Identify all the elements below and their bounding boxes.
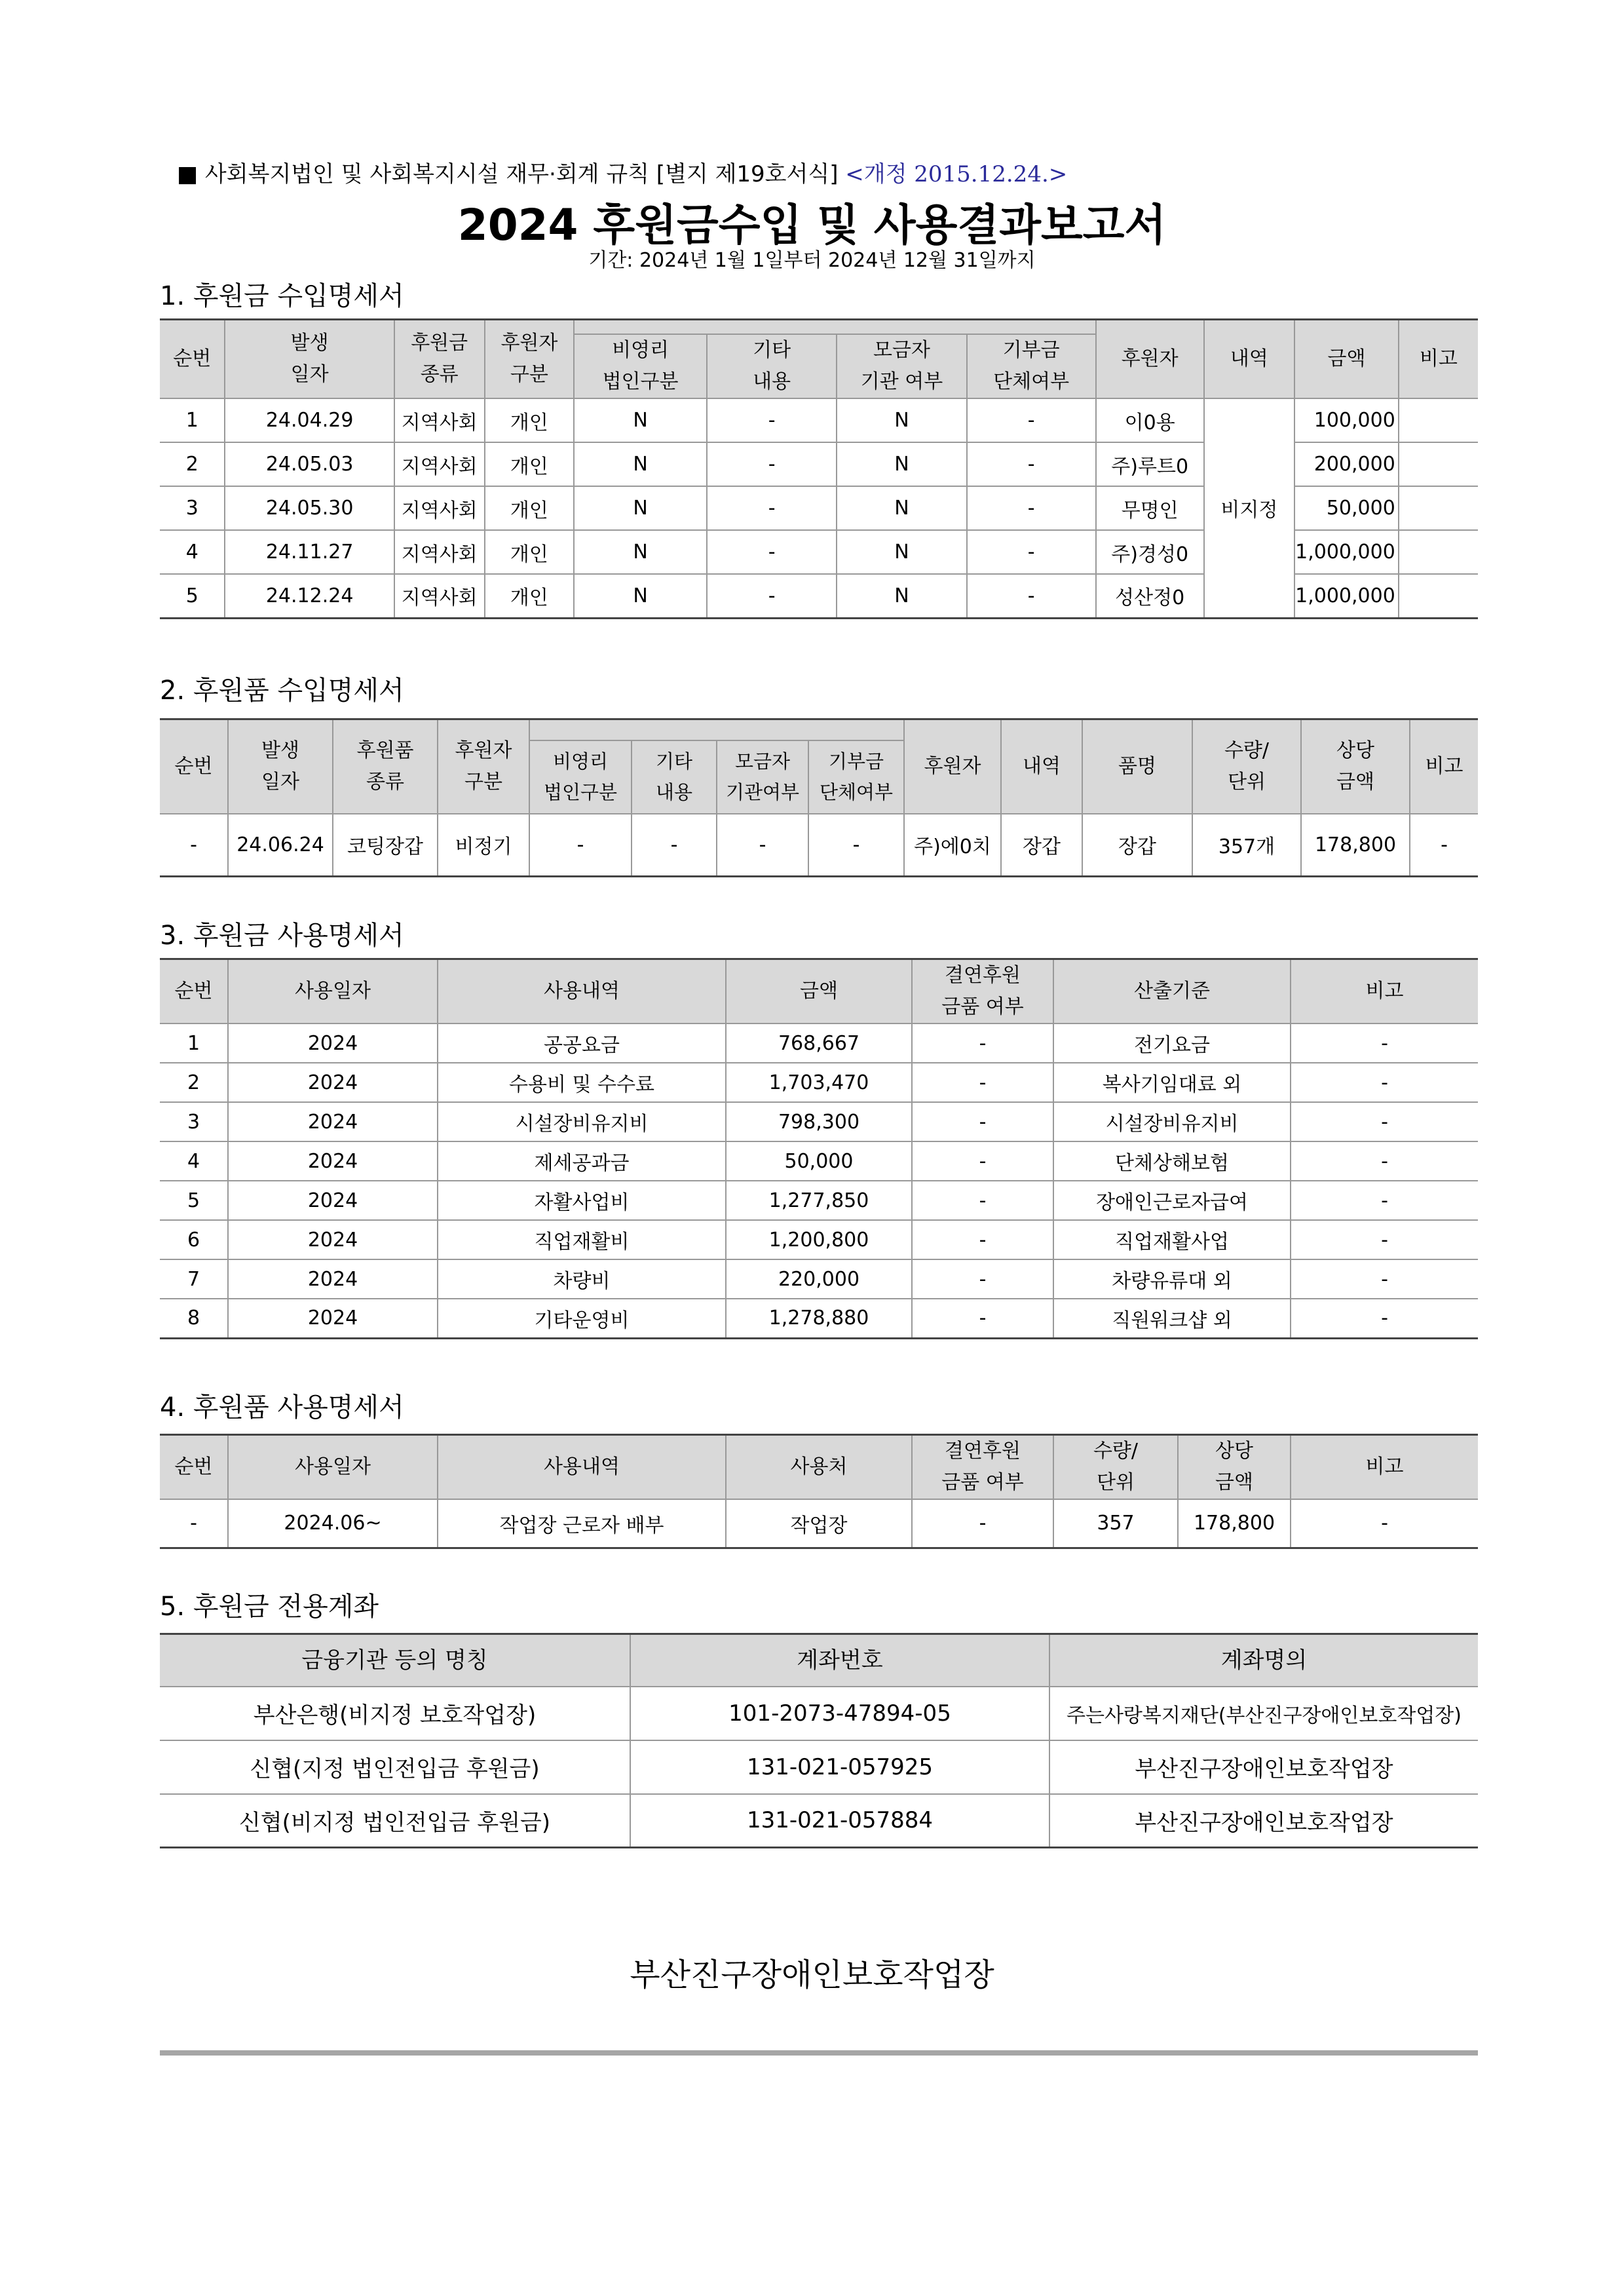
table-row xyxy=(160,1141,1478,1181)
table-cell: 개인 xyxy=(485,574,575,618)
table-cell: 성산정0 xyxy=(1096,574,1204,618)
table-row xyxy=(160,1299,1478,1338)
header-label-line: 구분 xyxy=(510,363,548,386)
table-cell: - xyxy=(912,1063,1053,1102)
col-donor-type xyxy=(438,719,529,814)
table-cell: 24.05.03 xyxy=(225,442,394,486)
table-row xyxy=(160,1102,1478,1141)
col-account-number: 계좌번호 xyxy=(630,1634,1049,1687)
col-kind xyxy=(394,320,485,399)
col-etc xyxy=(707,334,837,398)
header-label-line: 기관 여부 xyxy=(860,370,943,393)
table-cell: - xyxy=(1291,1220,1478,1259)
table-cell: 코팅장갑 xyxy=(333,814,438,877)
table-cell: 장갑 xyxy=(1082,814,1192,877)
header-label-line: 기부금 xyxy=(1002,339,1060,362)
table-cell: 357 xyxy=(1053,1499,1178,1548)
table-row xyxy=(160,814,1478,877)
table-cell: 24.05.30 xyxy=(225,486,394,530)
table-cell: 자활사업비 xyxy=(438,1181,726,1220)
col-detail: 내역 xyxy=(1204,320,1294,399)
table-cell: N xyxy=(837,398,966,442)
table-cell: 단체상해보험 xyxy=(1053,1141,1291,1181)
col-kind xyxy=(333,719,438,814)
table-cell: 3 xyxy=(160,1102,228,1141)
table-cell: - xyxy=(707,442,837,486)
header-label-line: 발생 xyxy=(290,332,329,354)
table-cell: 357개 xyxy=(1192,814,1301,877)
table-cell: 1 xyxy=(160,1024,228,1063)
table-cell: 제세공과금 xyxy=(438,1141,726,1181)
col-fundraiser xyxy=(717,740,808,814)
table-cell: 4 xyxy=(160,1141,228,1181)
col-donation-org xyxy=(967,334,1096,398)
table-cell: 24.06.24 xyxy=(228,814,333,877)
table-cell: 200,000 xyxy=(1294,442,1399,486)
table-cell: N xyxy=(574,486,707,530)
table-cell: 개인 xyxy=(485,442,575,486)
table-cell: 100,000 xyxy=(1294,398,1399,442)
header-label-line: 결연후원 xyxy=(945,964,1021,987)
table-cell: N xyxy=(837,530,966,574)
table-cell: - xyxy=(1291,1259,1478,1299)
header-label-line: 기타 xyxy=(655,750,693,773)
table-row xyxy=(160,1024,1478,1063)
table-cell: 지역사회 xyxy=(394,574,485,618)
table-cell: 지역사회 xyxy=(394,398,485,442)
table-cell: 2024 xyxy=(228,1102,438,1141)
header-label-line: 내용 xyxy=(655,780,693,803)
report-period: 기간: 2024년 1월 1일부터 2024년 12월 31일까지 xyxy=(588,249,1036,272)
col-basis: 산출기준 xyxy=(1053,959,1291,1024)
col-no: 순번 xyxy=(160,959,228,1024)
col-detail: 내역 xyxy=(1001,719,1082,814)
header-label-line: 비영리 xyxy=(552,750,609,773)
header-label-line: 후원자 xyxy=(500,332,558,354)
table-cell: 개인 xyxy=(485,398,575,442)
table-cell: 차량유류대 외 xyxy=(1053,1259,1291,1299)
header-label-line: 비영리 xyxy=(612,339,670,362)
table-cell: 개인 xyxy=(485,530,575,574)
table-cell: - xyxy=(529,814,632,877)
account-table xyxy=(160,1633,1478,1848)
table-cell: - xyxy=(967,530,1096,574)
table-cell: 지역사회 xyxy=(394,530,485,574)
table-cell: - xyxy=(912,1259,1053,1299)
footer-organization: 부산진구장애인보호작업장 xyxy=(630,1957,994,1993)
table-cell: N xyxy=(574,442,707,486)
table-cell: 주)에0치 xyxy=(904,814,1001,877)
table-cell: 복사기임대료 외 xyxy=(1053,1063,1291,1102)
table-cell: N xyxy=(574,530,707,574)
col-place: 사용처 xyxy=(726,1435,912,1500)
col-date: 사용일자 xyxy=(228,959,438,1024)
table-row xyxy=(160,1687,1478,1740)
table-cell: 차량비 xyxy=(438,1259,726,1299)
header-label-line: 내용 xyxy=(753,370,791,393)
col-date xyxy=(228,719,333,814)
table-cell: 2024 xyxy=(228,1141,438,1181)
col-account-holder: 계좌명의 xyxy=(1049,1634,1478,1687)
table-row xyxy=(160,1181,1478,1220)
header-label-line: 일자 xyxy=(261,770,299,794)
col-group-top xyxy=(574,320,1095,335)
table-cell: - xyxy=(1291,1063,1478,1102)
header-label-line: 종류 xyxy=(366,770,404,794)
header-label-line: 단체여부 xyxy=(819,780,894,803)
table-cell: 직업재활사업 xyxy=(1053,1220,1291,1259)
table-cell xyxy=(1399,442,1478,486)
col-note: 비고 xyxy=(1291,959,1478,1024)
table-cell: N xyxy=(837,574,966,618)
col-date: 사용일자 xyxy=(228,1435,438,1500)
col-qty xyxy=(1053,1435,1178,1500)
header-label-line: 수량/ xyxy=(1093,1440,1139,1463)
table-cell: - xyxy=(717,814,808,877)
col-value xyxy=(1301,719,1410,814)
header-label-line: 결연후원 xyxy=(945,1440,1021,1463)
table-cell: N xyxy=(837,486,966,530)
table-cell: - xyxy=(1291,1299,1478,1338)
col-note: 비고 xyxy=(1291,1435,1478,1500)
col-no: 순번 xyxy=(160,320,225,399)
table-cell: 178,800 xyxy=(1301,814,1410,877)
table-cell xyxy=(1399,486,1478,530)
goods-usage-table xyxy=(160,1434,1478,1549)
col-note: 비고 xyxy=(1399,320,1478,399)
header-label-line: 후원금 xyxy=(411,332,468,354)
footer-divider xyxy=(160,2050,1478,2056)
table-cell: N xyxy=(574,398,707,442)
header-label-line: 금품 여부 xyxy=(941,1471,1024,1494)
col-content: 사용내역 xyxy=(438,959,726,1024)
header-label-line: 법인구분 xyxy=(543,780,618,803)
table-cell: - xyxy=(808,814,904,877)
table-cell: - xyxy=(967,442,1096,486)
table-row xyxy=(160,1220,1478,1259)
table-cell: 이0용 xyxy=(1096,398,1204,442)
table-cell: 기타운영비 xyxy=(438,1299,726,1338)
table-cell: - xyxy=(1410,814,1478,877)
table-cell: - xyxy=(967,486,1096,530)
table-cell: 2024 xyxy=(228,1259,438,1299)
col-nonprofit xyxy=(574,334,707,398)
table-cell: - xyxy=(967,574,1096,618)
table-cell: 1,000,000 xyxy=(1294,574,1399,618)
table-cell: - xyxy=(707,530,837,574)
section-3-title: 3. 후원금 사용명세서 xyxy=(160,921,404,951)
header-label-line: 후원품 xyxy=(356,738,414,762)
header-label-line: 후원자 xyxy=(455,738,512,762)
table-cell: 768,667 xyxy=(726,1024,912,1063)
table-cell: 부산진구장애인보호작업장 xyxy=(1049,1740,1478,1794)
table-cell: 신협(지정 법인전입금 후원금) xyxy=(160,1740,630,1794)
table-cell: 무명인 xyxy=(1096,486,1204,530)
header-label-line: 모금자 xyxy=(734,750,791,773)
cash-income-table-body xyxy=(160,318,1478,619)
table-cell: 8 xyxy=(160,1299,228,1338)
section-4-title: 4. 후원품 사용명세서 xyxy=(160,1392,404,1423)
col-donation-org xyxy=(808,740,904,814)
table-cell xyxy=(1399,574,1478,618)
table-cell: 6 xyxy=(160,1220,228,1259)
header-label-line: 기부금 xyxy=(828,750,884,773)
table-row xyxy=(160,1063,1478,1102)
revision-note: <개정 2015.12.24.> xyxy=(845,161,1068,187)
table-cell: 2024 xyxy=(228,1063,438,1102)
header-label-line: 발생 xyxy=(261,738,299,762)
header-label-line: 금액 xyxy=(1215,1471,1253,1494)
table-cell: 부산진구장애인보호작업장 xyxy=(1049,1794,1478,1848)
table-cell: 2 xyxy=(160,1063,228,1102)
col-link xyxy=(912,959,1053,1024)
table-cell: 3 xyxy=(160,486,225,530)
header-label-line: 종류 xyxy=(420,363,459,386)
table-cell: 시설장비유지비 xyxy=(1053,1102,1291,1141)
table-cell: - xyxy=(912,1024,1053,1063)
table-cell: 50,000 xyxy=(1294,486,1399,530)
col-item: 품명 xyxy=(1082,719,1192,814)
form-reference xyxy=(177,156,1422,188)
table-cell: 1,277,850 xyxy=(726,1181,912,1220)
header-label-line: 구분 xyxy=(464,770,502,794)
table-cell: 시설장비유지비 xyxy=(438,1102,726,1141)
table-cell: 1,703,470 xyxy=(726,1063,912,1102)
col-etc xyxy=(632,740,717,814)
table-row xyxy=(160,1794,1478,1848)
col-amount: 금액 xyxy=(726,959,912,1024)
table-cell: - xyxy=(967,398,1096,442)
section-5-title: 5. 후원금 전용계좌 xyxy=(160,1592,379,1622)
table-cell: 직원워크샵 외 xyxy=(1053,1299,1291,1338)
table-cell: 1,278,880 xyxy=(726,1299,912,1338)
table-cell: 공공요금 xyxy=(438,1024,726,1063)
table-row xyxy=(160,398,1478,442)
header-label-line: 단위 xyxy=(1228,770,1266,794)
header-label-line: 기타 xyxy=(753,339,791,362)
section-2-title: 2. 후원품 수입명세서 xyxy=(160,676,404,706)
col-group-top xyxy=(529,719,904,740)
table-cell: - xyxy=(1291,1499,1478,1548)
col-donor: 후원자 xyxy=(904,719,1001,814)
section-1-title: 1. 후원금 수입명세서 xyxy=(160,281,404,311)
col-content: 사용내역 xyxy=(438,1435,726,1500)
table-cell: N xyxy=(574,574,707,618)
table-cell: 전기요금 xyxy=(1053,1024,1291,1063)
table-cell: 131-021-057925 xyxy=(630,1740,1049,1794)
col-link xyxy=(912,1435,1053,1500)
table-cell xyxy=(1399,530,1478,574)
table-cell: 7 xyxy=(160,1259,228,1299)
col-amount: 금액 xyxy=(1294,320,1399,399)
table-cell: - xyxy=(1291,1141,1478,1181)
detail-merged-cell: 비지정 xyxy=(1204,398,1294,618)
table-cell: - xyxy=(1291,1102,1478,1141)
table-cell: 부산은행(비지정 보호작업장) xyxy=(160,1687,630,1740)
cash-usage-table xyxy=(160,958,1478,1339)
table-cell: - xyxy=(912,1102,1053,1141)
table-cell: 2024 xyxy=(228,1181,438,1220)
table-cell: - xyxy=(912,1499,1053,1548)
table-cell: 1,200,800 xyxy=(726,1220,912,1259)
header-label-line: 법인구분 xyxy=(602,370,679,393)
col-donor-type xyxy=(485,320,575,399)
table-cell: 1 xyxy=(160,398,225,442)
table-cell: - xyxy=(912,1220,1053,1259)
table-row xyxy=(160,1259,1478,1299)
table-cell: 개인 xyxy=(485,486,575,530)
table-cell: 장갑 xyxy=(1001,814,1082,877)
col-date xyxy=(225,320,394,399)
form-reference-text: ■ 사회복지법인 및 사회복지시설 재무·회계 규칙 [별지 제19호서식] xyxy=(177,161,839,187)
table-cell: - xyxy=(632,814,717,877)
table-cell: 101-2073-47894-05 xyxy=(630,1687,1049,1740)
col-no: 순번 xyxy=(160,719,228,814)
header-label-line: 상당 xyxy=(1215,1440,1253,1463)
table-cell: 수용비 및 수수료 xyxy=(438,1063,726,1102)
table-cell: 2 xyxy=(160,442,225,486)
table-row xyxy=(160,1740,1478,1794)
table-cell: 주)루트0 xyxy=(1096,442,1204,486)
table-cell: 220,000 xyxy=(726,1259,912,1299)
table-cell: - xyxy=(707,398,837,442)
header-label-line: 금액 xyxy=(1336,770,1374,794)
table-cell: 131-021-057884 xyxy=(630,1794,1049,1848)
header-label-line: 금품 여부 xyxy=(941,995,1024,1018)
table-cell: - xyxy=(912,1181,1053,1220)
table-cell: 비정기 xyxy=(438,814,529,877)
table-cell: 24.11.27 xyxy=(225,530,394,574)
header-label-line: 단위 xyxy=(1097,1471,1135,1494)
col-no: 순번 xyxy=(160,1435,228,1500)
table-cell: 2024 xyxy=(228,1024,438,1063)
col-nonprofit xyxy=(529,740,632,814)
header-label-line: 모금자 xyxy=(873,339,930,362)
table-cell: 장애인근로자급여 xyxy=(1053,1181,1291,1220)
table-cell: - xyxy=(912,1299,1053,1338)
header-label-line: 일자 xyxy=(290,363,329,386)
table-cell: - xyxy=(912,1141,1053,1181)
table-cell: 직업재활비 xyxy=(438,1220,726,1259)
table-cell: 작업장 근로자 배부 xyxy=(438,1499,726,1548)
table-cell: 주)경성0 xyxy=(1096,530,1204,574)
table-cell: - xyxy=(707,486,837,530)
table-cell: 5 xyxy=(160,574,225,618)
table-cell: 주는사랑복지재단(부산진구장애인보호작업장) xyxy=(1049,1687,1478,1740)
table-cell: 50,000 xyxy=(726,1141,912,1181)
table-cell: 지역사회 xyxy=(394,486,485,530)
header-label-line: 기관여부 xyxy=(725,780,800,803)
table-cell: 2024 xyxy=(228,1299,438,1338)
table-cell: 24.04.29 xyxy=(225,398,394,442)
table-cell: - xyxy=(1291,1024,1478,1063)
table-cell: - xyxy=(160,1499,228,1548)
table-cell: 1,000,000 xyxy=(1294,530,1399,574)
table-cell: - xyxy=(707,574,837,618)
header-label-line: 상당 xyxy=(1336,738,1374,762)
header-label-line: 수량/ xyxy=(1224,738,1270,762)
col-institution: 금융기관 등의 명칭 xyxy=(160,1634,630,1687)
col-note: 비고 xyxy=(1410,719,1478,814)
table-cell: 2024 xyxy=(228,1220,438,1259)
table-cell: 지역사회 xyxy=(394,442,485,486)
table-row xyxy=(160,1499,1478,1548)
table-cell xyxy=(1399,398,1478,442)
header-label-line: 단체여부 xyxy=(993,370,1070,393)
table-cell: - xyxy=(160,814,228,877)
table-cell: 작업장 xyxy=(726,1499,912,1548)
table-cell: 24.12.24 xyxy=(225,574,394,618)
table-cell: 신협(비지정 법인전입금 후원금) xyxy=(160,1794,630,1848)
document-title: 2024 후원금수입 및 사용결과보고서 xyxy=(457,200,1167,250)
col-donor: 후원자 xyxy=(1096,320,1204,399)
table-cell: 178,800 xyxy=(1178,1499,1291,1548)
goods-income-table xyxy=(160,718,1478,877)
col-qty xyxy=(1192,719,1301,814)
table-cell: 798,300 xyxy=(726,1102,912,1141)
col-value xyxy=(1178,1435,1291,1500)
table-cell: N xyxy=(837,442,966,486)
table-cell: 2024.06~ xyxy=(228,1499,438,1548)
table-cell: - xyxy=(1291,1181,1478,1220)
table-cell: 4 xyxy=(160,530,225,574)
col-fundraiser xyxy=(837,334,966,398)
table-cell: 5 xyxy=(160,1181,228,1220)
